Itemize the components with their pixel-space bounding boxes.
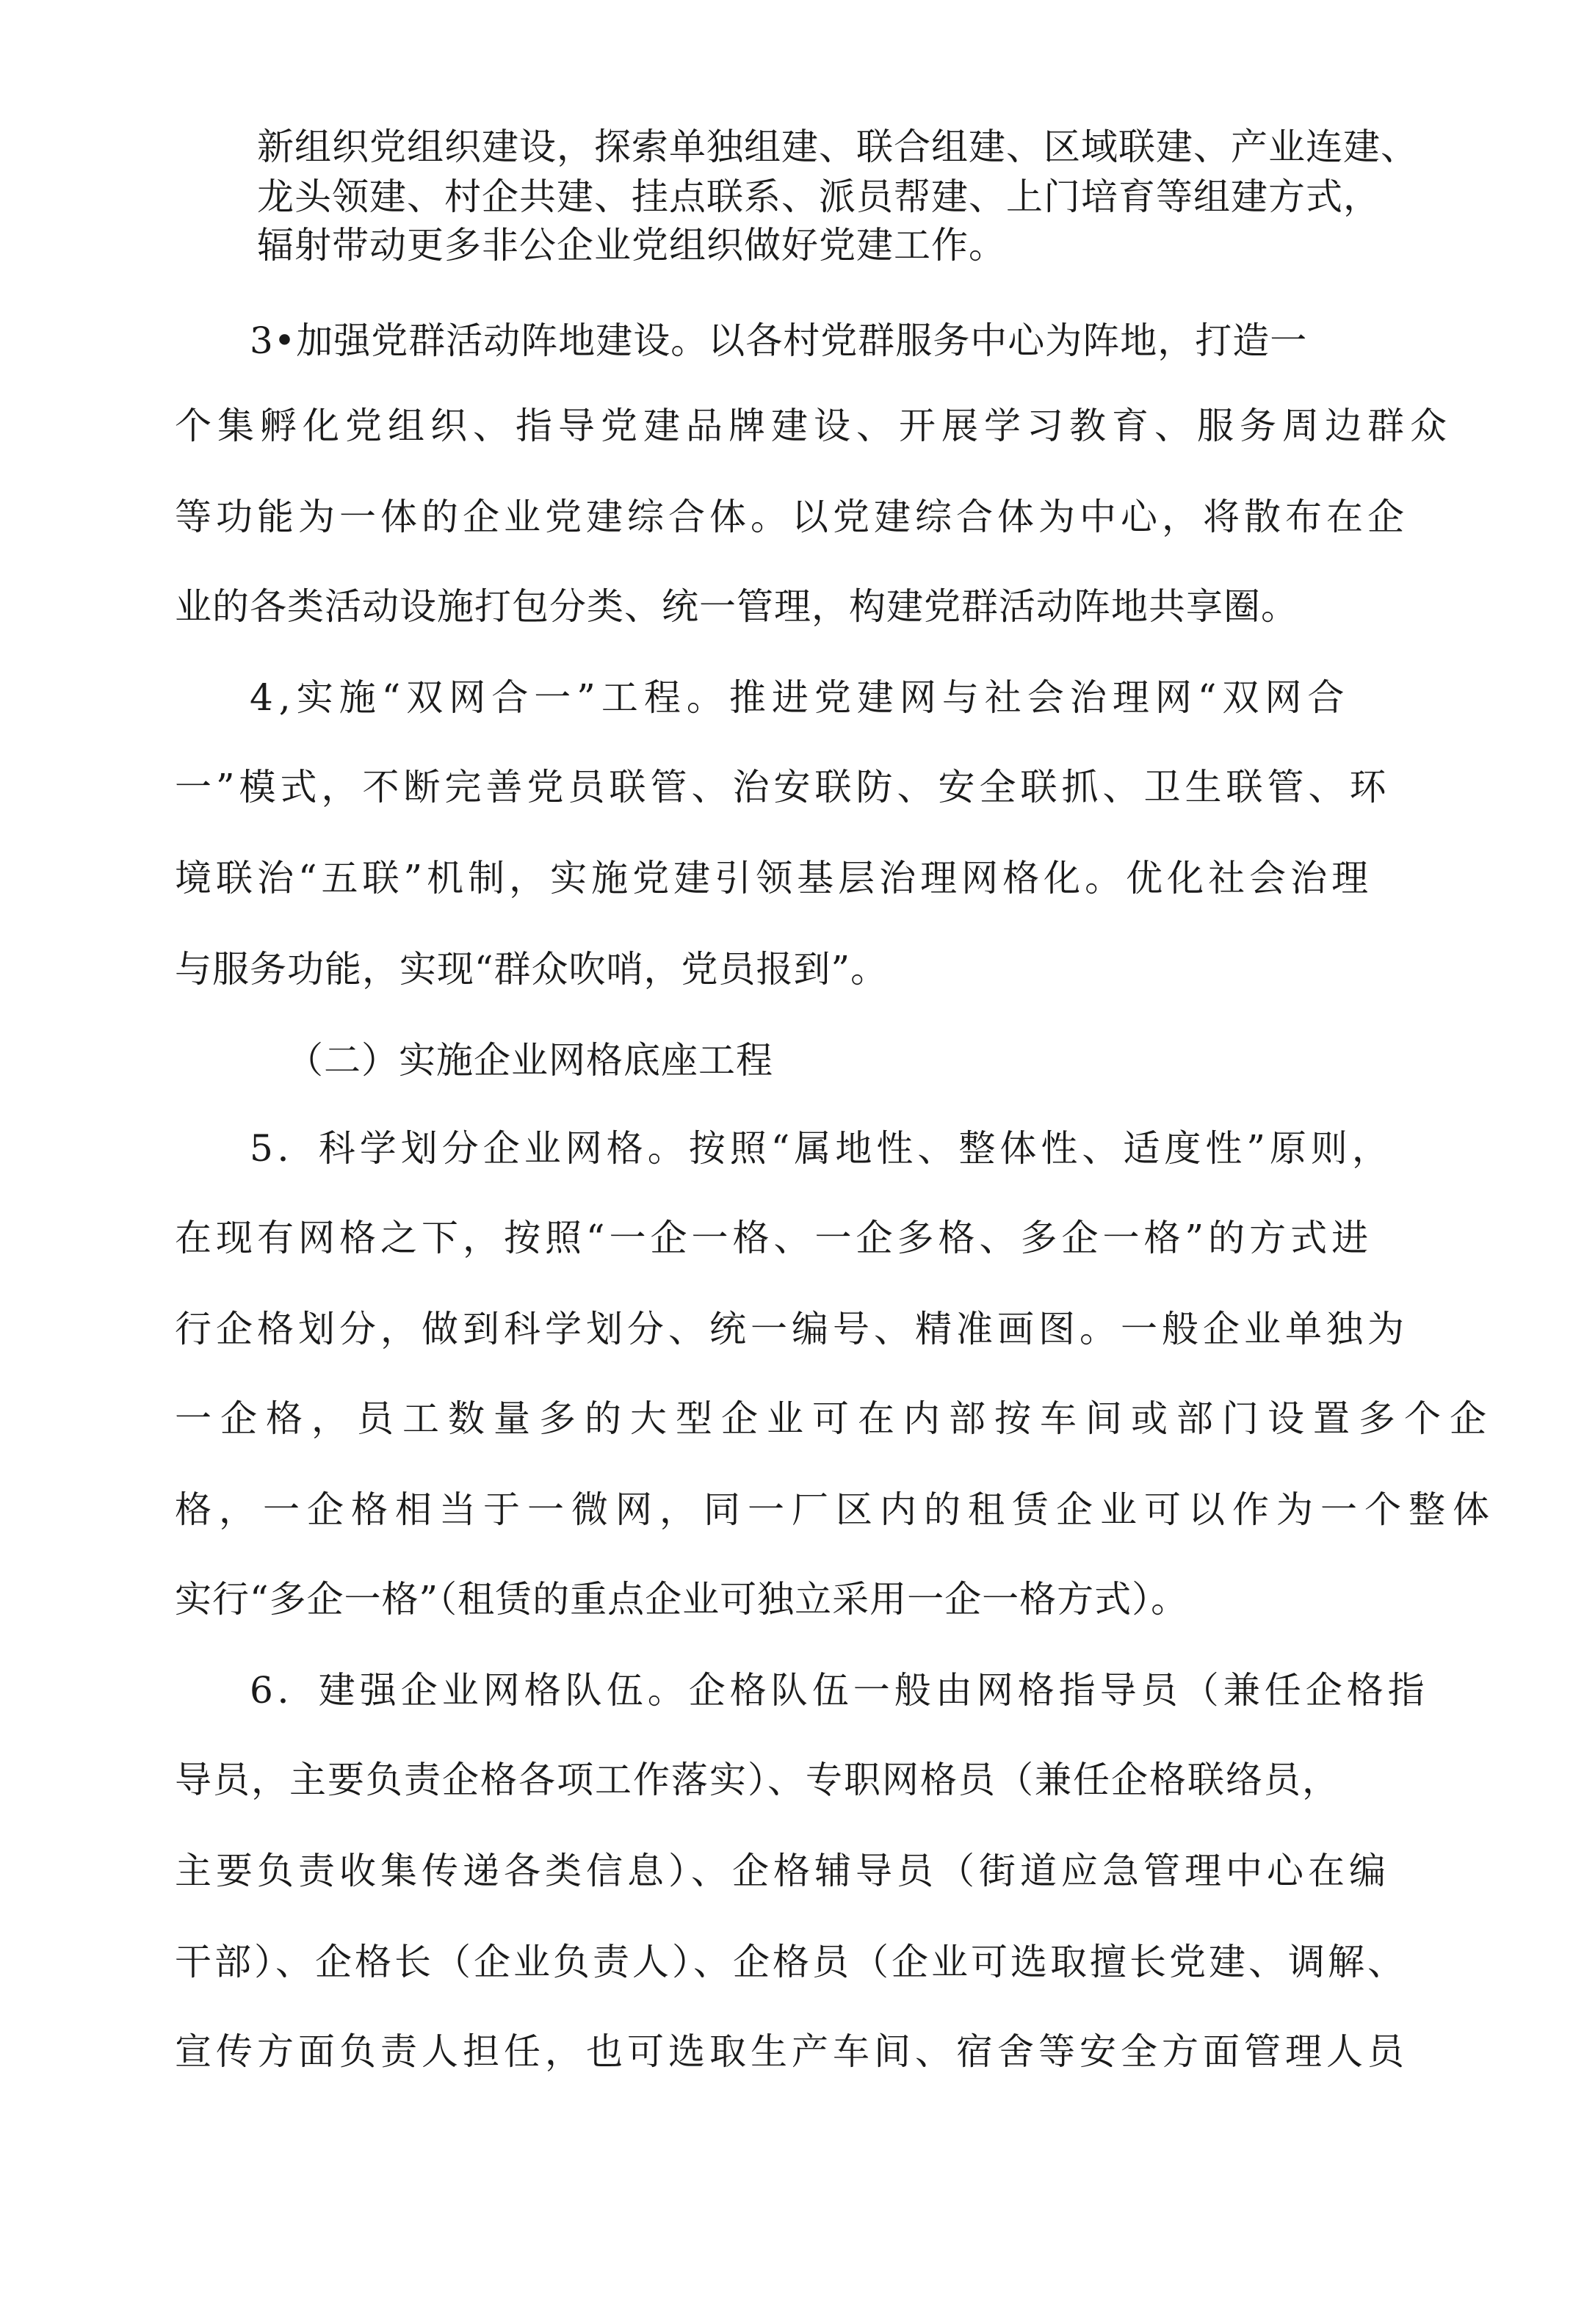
item-6-line-2: 导员，主要负责企格各项工作落实）、专职网格员（兼任企格联络员， xyxy=(175,1759,1340,1801)
item-5-line-5: 格，一企格相当于一微网，同一厂区内的租赁企业可以作为一个整体 xyxy=(175,1488,1497,1531)
item-6-line-5: 宣传方面负责人担任，也可选取生产车间、宿舍等安全方面管理人员 xyxy=(175,2030,1409,2073)
item-3-line-4: 业的各类活动设施打包分类、统一管理，构建党群活动阵地共享圈。 xyxy=(175,585,1298,628)
item-6-line-4: 干部）、企格长（企业负责人）、企格员（企业可选取擅长党建、调解、 xyxy=(175,1941,1407,1983)
paragraph-1-line-1: 新组织党组织建设，探索单独组建、联合组建、区域联建、产业连建、 xyxy=(257,126,1418,168)
item-5-line-1: 5．科学划分企业网格。按照“属地性、整体性、适度性”原则， xyxy=(250,1127,1393,1170)
item-4-line-4: 与服务功能，实现“群众吹哨，党员报到”。 xyxy=(175,948,889,991)
item-5-line-6: 实行“多企一格”（租赁的重点企业可独立采用一企一格方式）。 xyxy=(175,1578,1189,1621)
item-4-line-1: 4,实施“双网合一”工程。推进党建网与社会治理网“双网合 xyxy=(250,676,1350,719)
item-3-line-2: 个集孵化党组织、指导党建品牌建设、开展学习教育、服务周边群众 xyxy=(175,405,1453,447)
item-6-line-1: 6．建强企业网格队伍。企格队伍一般由网格指导员（兼任企格指 xyxy=(250,1669,1429,1712)
paragraph-1-line-3: 辐射带动更多非公企业党组织做好党建工作。 xyxy=(257,224,1006,267)
item-3-line-1: 3•加强党群活动阵地建设。以各村党群服务中心为阵地，打造一 xyxy=(250,319,1308,362)
item-4-line-3: 境联治“五联”机制，实施党建引领基层治理网格化。优化社会治理 xyxy=(175,857,1373,899)
item-4-line-2: 一”模式，不断完善党员联管、治安联防、安全联抓、卫生联管、环 xyxy=(175,766,1391,808)
item-3-line-3: 等功能为一体的企业党建综合体。以党建综合体为中心，将散布在企 xyxy=(175,496,1409,538)
item-6-line-3: 主要负责收集传递各类信息）、企格辅导员（街道应急管理中心在编 xyxy=(175,1850,1390,1892)
item-5-line-3: 行企格划分，做到科学划分、统一编号、精准画图。一般企业单独为 xyxy=(175,1308,1409,1350)
paragraph-1-line-2: 龙头领建、村企共建、挂点联系、派员帮建、上门培育等组建方式， xyxy=(257,175,1381,218)
section-heading: （二）实施企业网格底座工程 xyxy=(286,1039,773,1082)
item-5-line-2: 在现有网格之下，按照“一企一格、一企多格、多企一格”的方式进 xyxy=(175,1217,1373,1259)
item-5-line-4: 一企格，员工数量多的大型企业可在内部按车间或部门设置多个企 xyxy=(175,1397,1495,1440)
